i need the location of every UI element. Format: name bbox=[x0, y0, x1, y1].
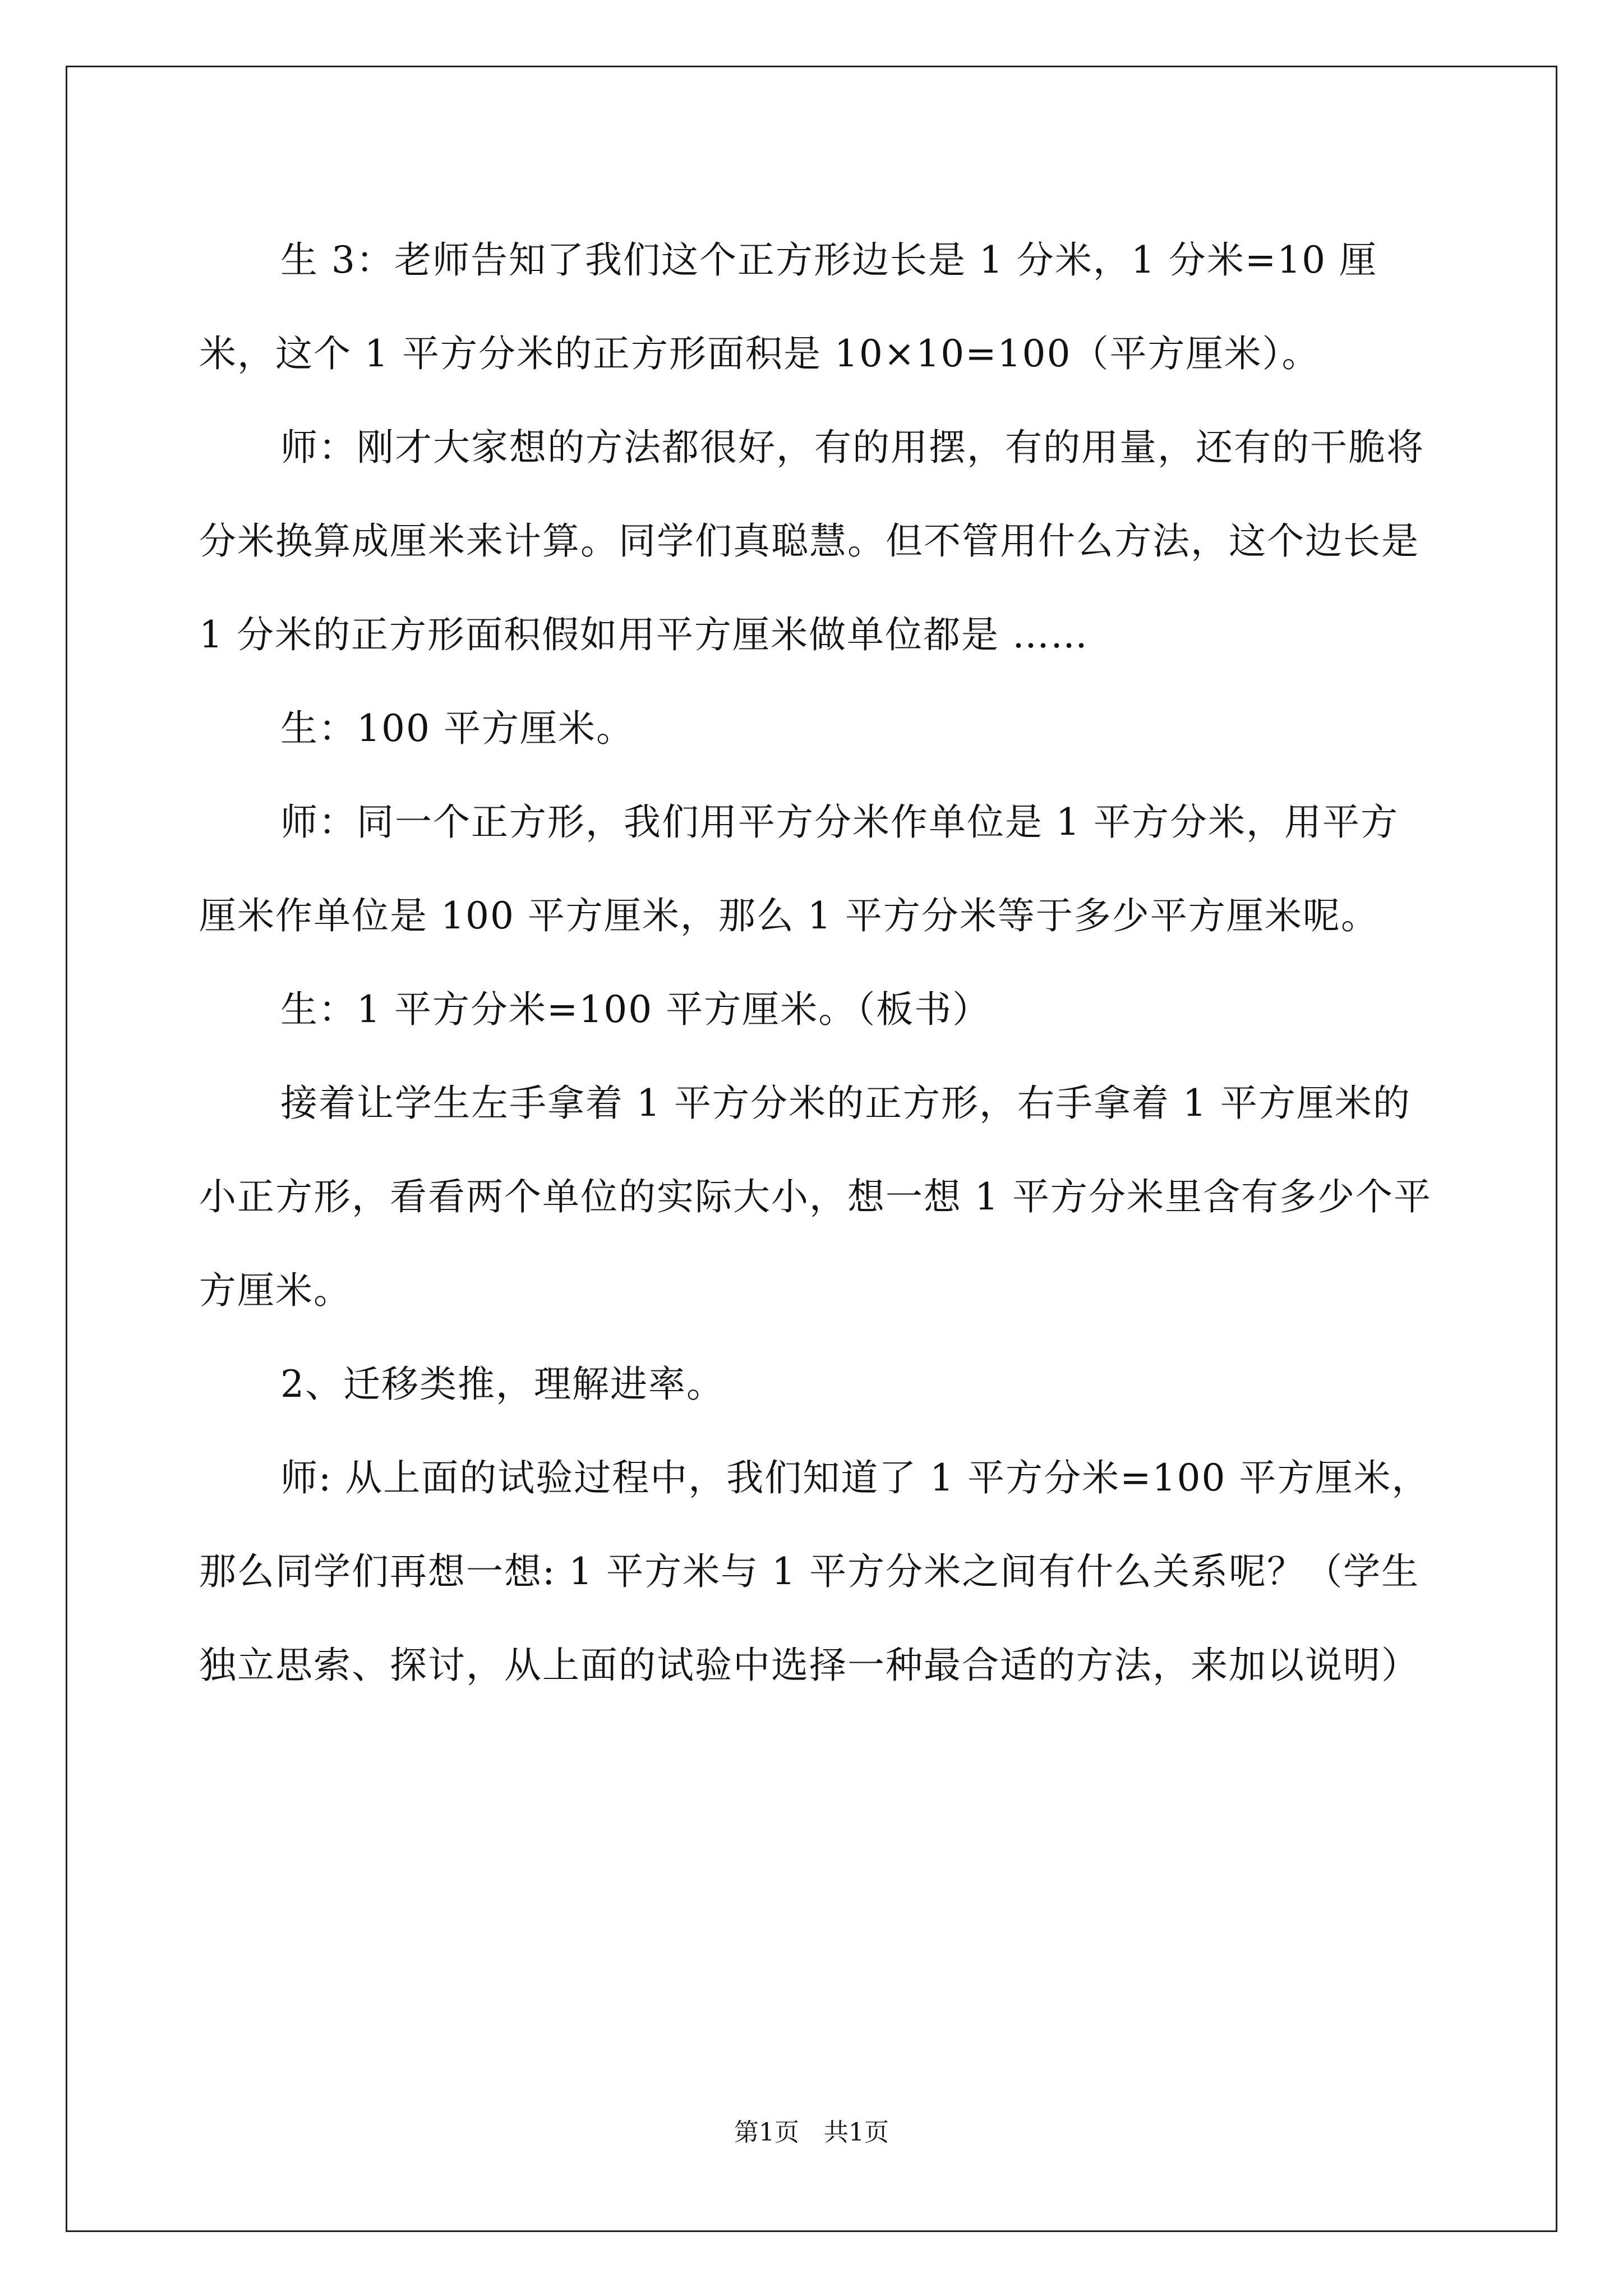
paragraph-teacher-summary: 师：刚才大家想的方法都很好，有的用摆，有的用量，还有的干脆将分米换算成厘米来计算。同学们真聪慧。但不管用什么方法，这个边长是 1 分米的正方形面积假如用平方厘米做单位都是 …… bbox=[199, 426, 1424, 656]
page-footer: 第1页 共1页 bbox=[734, 2118, 889, 2147]
paragraph-hands-on-activity: 接着让学生左手拿着 1 平方分米的正方形，右手拿着 1 平方厘米的小正方形，看看两个单位的实际大小，想一想 1 平方分米里含有多少个平方厘米。 bbox=[199, 1082, 1432, 1312]
paragraph-teacher-question: 师：同一个正方形，我们用平方分米作单位是 1 平方分米，用平方厘米作单位是 100 平方厘米，那么 1 平方分米等于多少平方厘米呢。 bbox=[199, 800, 1399, 937]
section-heading-transfer: 2、迁移类推，理解进率。 bbox=[280, 1363, 725, 1406]
paragraph-teacher-extension: 师: 从上面的试验过程中，我们知道了 1 平方分米=100 平方厘米，那么同学们再想一想: 1 平方米与 1 平方分米之间有什么关系呢？（学生独立思索、探讨，从上面的试验中选择一种最合适的方法，来加以说明） bbox=[199, 1456, 1430, 1687]
paragraph-student-conclusion: 生：1 平方分米=100 平方厘米。（板书） bbox=[280, 988, 991, 1031]
paragraph-student-answer: 生：100 平方厘米。 bbox=[280, 707, 634, 750]
document-body bbox=[199, 213, 1433, 1712]
paragraph-student3-explanation: 生 3：老师告知了我们这个正方形边长是 1 分米，1 分米=10 厘米，这个 1 平方分米的正方形面积是 10×10=100（平方厘米）。 bbox=[199, 238, 1378, 375]
